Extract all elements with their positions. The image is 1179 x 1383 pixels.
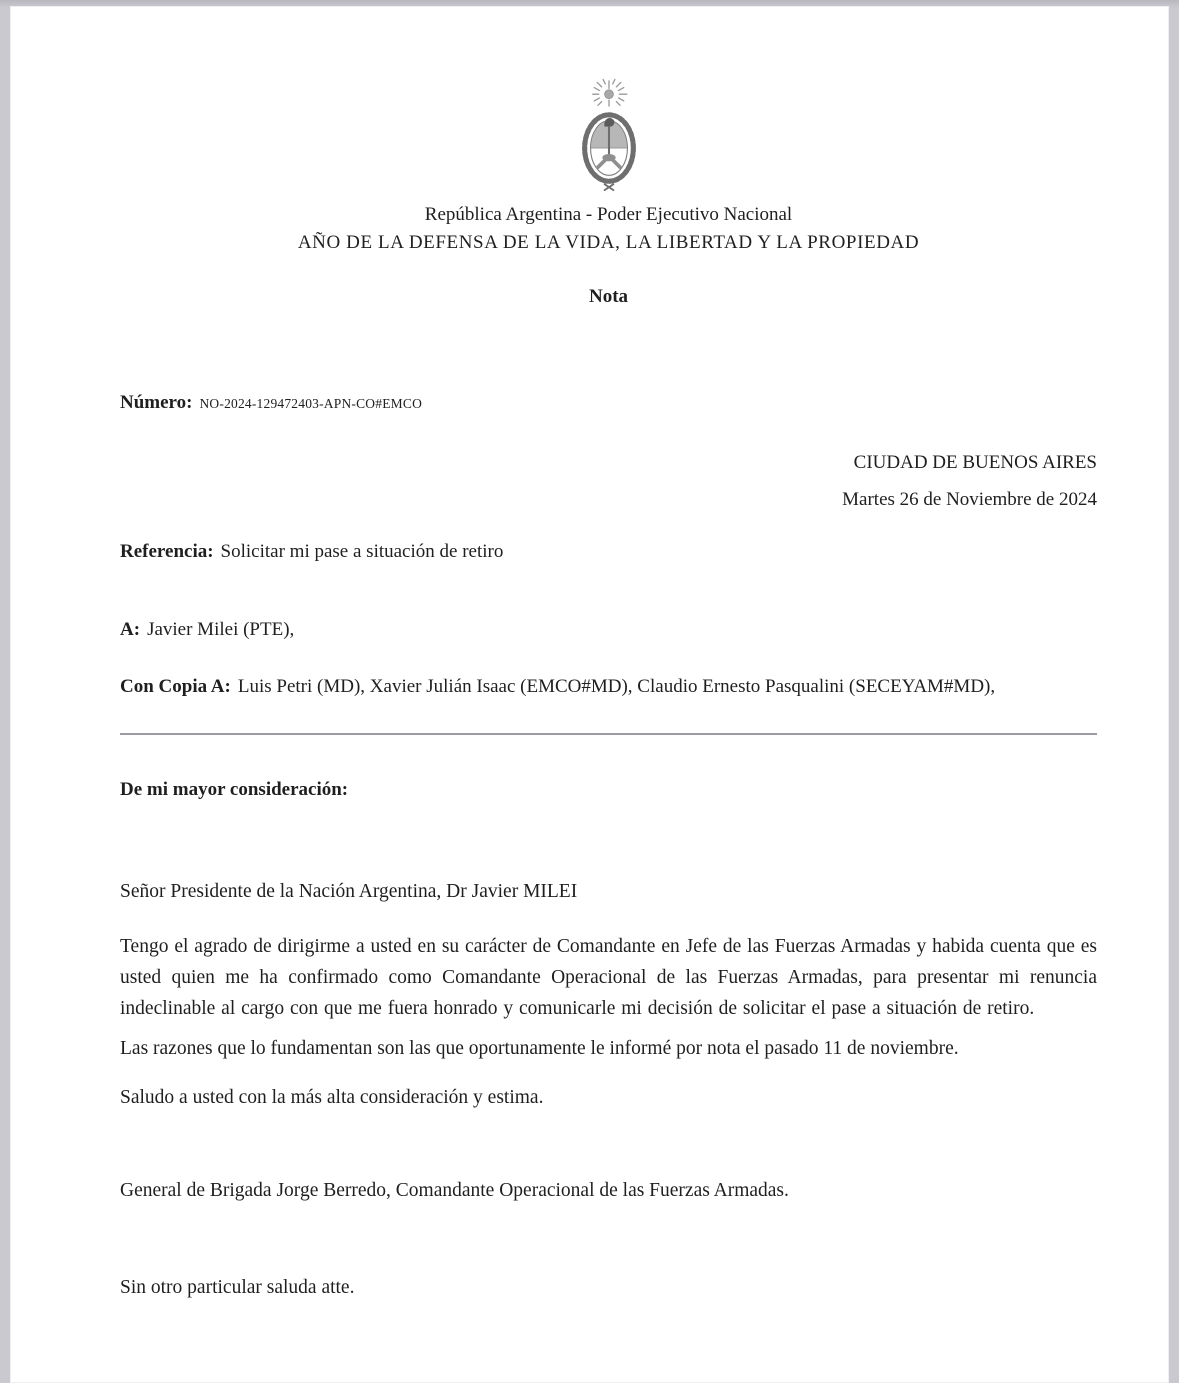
city-date-block — [120, 444, 1097, 518]
addressee-line: Señor Presidente de la Nación Argentina, Dr Javier MILEI — [120, 881, 578, 902]
header-org-line: República Argentina - Poder Ejecutivo Nacional — [424, 204, 793, 225]
closing-line: Sin otro particular saluda atte. — [120, 1277, 355, 1298]
body-paragraph-2: Las razones que lo fundamentan son las que oportunamente le informé por nota el pasado 11 de noviembre. — [120, 1038, 959, 1059]
document-content — [10, 78, 1169, 1303]
cc-value: Luis Petri (MD), Xavier Julián Isaac (EMCO#MD), Claudio Ernesto Pasqualini (SECEYAM#MD), — [237, 676, 996, 697]
coat-of-arms-graphic — [561, 78, 657, 196]
recipient-value: Javier Milei (PTE), — [147, 619, 295, 640]
city-line: CIUDAD DE BUENOS AIRES — [853, 452, 1097, 473]
document-type-title: Nota — [588, 286, 629, 307]
recipient-label: A: — [120, 619, 141, 640]
divider-rule — [120, 733, 1097, 735]
document-page — [10, 6, 1169, 1383]
cc-label: Con Copia A: — [120, 676, 231, 697]
recipient-line — [120, 616, 1097, 644]
argentina-coat-of-arms-icon — [561, 78, 657, 196]
header-year-line: AÑO DE LA DEFENSA DE LA VIDA, LA LIBERTAD Y LA PROPIEDAD — [297, 232, 920, 253]
referencia-line — [120, 538, 1097, 566]
referencia-value: Solicitar mi pase a situación de retiro — [220, 541, 504, 562]
salutation-line: De mi mayor consideración: — [120, 779, 349, 800]
referencia-label: Referencia: — [120, 541, 214, 562]
body-paragraph-1: Tengo el agrado de dirigirme a usted en su carácter de Comandante en Jefe de las Fuerzas Armadas y habida cuenta que es usted quien me ha confirmado como Comandante Operacional de las Fuerzas Armadas, para presentar mi renuncia indeclinable al cargo con que me fuera honrado y comunicarle mi decisión de solicitar el pase a situación de retiro. — [120, 936, 1097, 1019]
date-line: Martes 26 de Noviembre de 2024 — [842, 489, 1097, 510]
signature-line: General de Brigada Jorge Berredo, Comandante Operacional de las Fuerzas Armadas. — [120, 1180, 789, 1201]
numero-label: Número: — [120, 392, 193, 413]
cc-line — [120, 673, 1097, 701]
numero-value: NO-2024-129472403-APN-CO#EMCO — [199, 396, 423, 411]
body-paragraph-3: Saludo a usted con la más alta consideración y estima. — [120, 1087, 544, 1108]
numero-line — [120, 389, 1097, 418]
